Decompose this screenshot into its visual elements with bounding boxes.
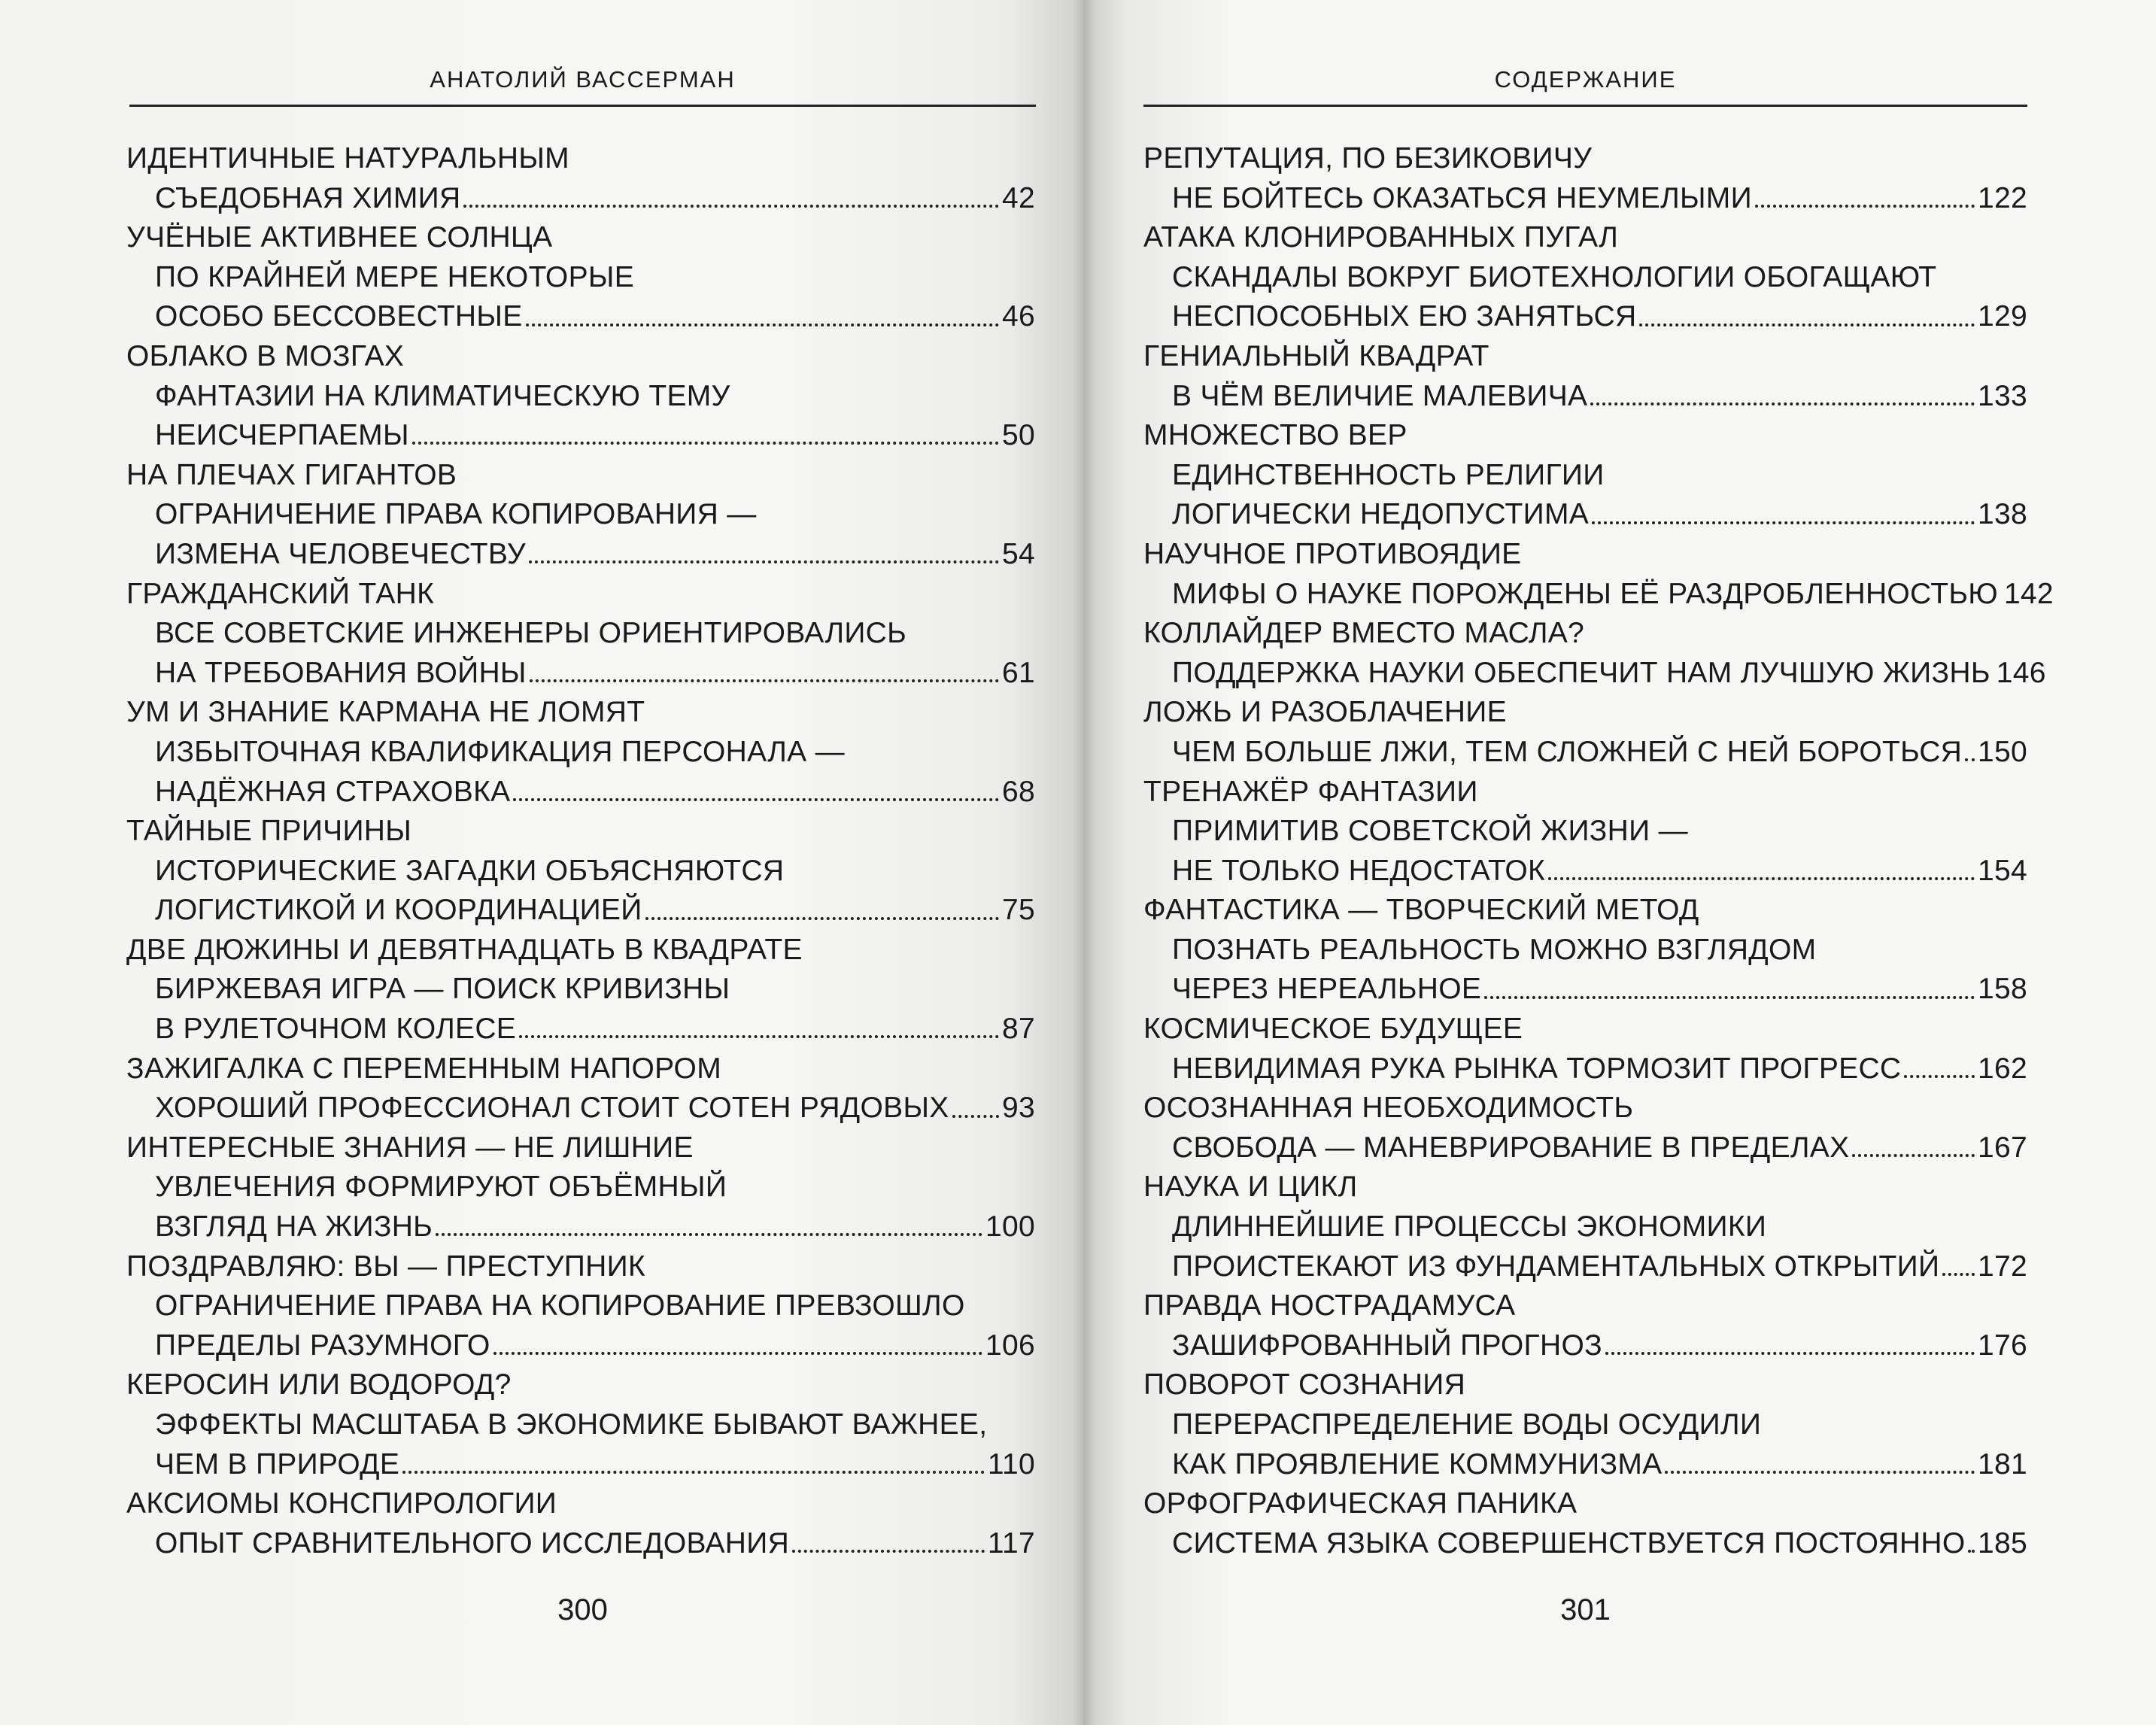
dot-leader: [493, 1352, 982, 1355]
toc-chapter-title: [126, 1049, 1035, 1089]
toc-entry-text: ПОВОРОТ СОЗНАНИЯ: [1143, 1368, 1466, 1402]
toc-chapter-title: [126, 812, 1035, 852]
toc-page-number: 106: [985, 1329, 1035, 1362]
dot-leader: [513, 798, 999, 801]
right-page: [1083, 0, 2156, 1725]
dot-leader: [1665, 1471, 1975, 1474]
toc-chapter-title: [1143, 139, 2027, 179]
toc-entry-text: ПРИМИТИВ СОВЕТСКОЙ ЖИЗНИ —: [1172, 815, 1688, 848]
toc-entry-text: КОЛЛАЙДЕР ВМЕСТО МАСЛА?: [1143, 617, 1585, 650]
toc-entry-text: ЗАЖИГАЛКА С ПЕРЕМЕННЫМ НАПОРОМ: [126, 1052, 721, 1085]
toc-chapter-title: [126, 139, 1035, 179]
toc-entry-text: ЗАШИФРОВАННЫЙ ПРОГНОЗ: [1172, 1329, 1602, 1362]
toc-chapter-title: [126, 337, 1035, 377]
dot-leader: [1965, 758, 1975, 761]
running-header-author: АНАТОЛИЙ ВАССЕРМАН: [430, 66, 736, 93]
toc-chapter-title: [1143, 1365, 2027, 1405]
toc-subtitle-line: [1143, 812, 2027, 852]
toc-entry-text: ТРЕНАЖЁР ФАНТАЗИИ: [1143, 775, 1478, 808]
toc-entry-with-page: [1143, 1326, 2027, 1366]
toc-entry-text: НАУЧНОЕ ПРОТИВОЯДИЕ: [1143, 537, 1522, 570]
toc-entry-text: ЛОГИСТИКОЙ И КООРДИНАЦИЕЙ: [155, 894, 642, 927]
dot-leader: [436, 1233, 982, 1236]
toc-subtitle-line: [126, 495, 1035, 535]
toc-chapter-title: [126, 1365, 1035, 1405]
toc-page-number: 110: [987, 1447, 1035, 1481]
toc-entry-text: НА ТРЕБОВАНИЯ ВОЙНЫ: [155, 656, 527, 689]
dot-leader: [402, 1471, 985, 1474]
toc-entry-text: КЕРОСИН ИЛИ ВОДОРОД?: [126, 1368, 512, 1402]
toc-entry-text: ДВЕ ДЮЖИНЫ И ДЕВЯТНАДЦАТЬ В КВАДРАТЕ: [126, 933, 803, 966]
toc-entry-with-page: [126, 1524, 1035, 1564]
toc-chapter-title: [1143, 1010, 2027, 1049]
toc-subtitle-line: [1143, 456, 2027, 496]
toc-entry-with-page: [126, 416, 1035, 456]
toc-page-number: 129: [1978, 300, 2027, 333]
toc-entry-text: ОГРАНИЧЕНИЕ ПРАВА КОПИРОВАНИЯ —: [155, 498, 757, 531]
toc-subtitle-line: [126, 614, 1035, 654]
dot-leader: [1639, 323, 1975, 326]
toc-entry-text: ЧЕМ БОЛЬШЕ ЛЖИ, ТЕМ СЛОЖНЕЙ С НЕЙ БОРОТЬСЯ: [1172, 735, 1963, 768]
toc-entry-text: ПРОИСТЕКАЮТ ИЗ ФУНДАМЕНТАЛЬНЫХ ОТКРЫТИЙ: [1172, 1250, 1940, 1283]
toc-entry-with-page: [1143, 575, 2054, 615]
toc-page-number: 54: [1002, 537, 1035, 570]
toc-chapter-title: [1143, 535, 2027, 575]
dot-leader: [1968, 1550, 1975, 1553]
toc-subtitle-line: [126, 1286, 1035, 1326]
dot-leader: [1590, 402, 1975, 405]
toc-page-number: 138: [1978, 498, 2027, 531]
toc-entry-text: ПОДДЕРЖКА НАУКИ ОБЕСПЕЧИТ НАМ ЛУЧШУЮ ЖИЗНЬ: [1172, 656, 1991, 689]
dot-leader: [526, 323, 999, 326]
toc-chapter-title: [1143, 773, 2027, 812]
toc-chapter-title: [1143, 614, 2027, 654]
toc-entry-text: ИСТОРИЧЕСКИЕ ЗАГАДКИ ОБЪЯСНЯЮТСЯ: [155, 854, 785, 887]
toc-chapter-title: [126, 931, 1035, 970]
toc-entry-text: ОБЛАКО В МОЗГАХ: [126, 339, 405, 372]
toc-page-number: 142: [2003, 577, 2054, 610]
toc-list-left: [126, 139, 1035, 1563]
toc-subtitle-line: [1143, 1207, 2027, 1247]
toc-entry-text: АКСИОМЫ КОНСПИРОЛОГИИ: [126, 1487, 557, 1520]
toc-entry-text: ИНТЕРЕСНЫЕ ЗНАНИЯ — НЕ ЛИШНИЕ: [126, 1131, 694, 1164]
toc-chapter-title: [126, 693, 1035, 733]
dot-leader: [463, 205, 999, 208]
toc-page-number: 162: [1978, 1052, 2027, 1085]
toc-entry-text: КАК ПРОЯВЛЕНИЕ КОММУНИЗМА: [1172, 1447, 1663, 1481]
dot-leader: [1904, 1075, 1975, 1078]
toc-subtitle-line: [126, 970, 1035, 1010]
toc-entry-text: ОСОБО БЕССОВЕСТНЫЕ: [155, 300, 523, 333]
toc-entry-text: ЛОЖЬ И РАЗОБЛАЧЕНИЕ: [1143, 696, 1507, 729]
toc-chapter-title: [1143, 1286, 2027, 1326]
toc-entry-with-page: [126, 179, 1035, 219]
toc-page-number: 117: [987, 1526, 1035, 1559]
toc-entry-with-page: [1143, 654, 2046, 694]
toc-page-number: 61: [1002, 656, 1035, 689]
toc-entry-text: ТАЙНЫЕ ПРИЧИНЫ: [126, 815, 412, 848]
toc-entry-with-page: [1143, 1128, 2027, 1168]
dot-leader: [792, 1550, 985, 1553]
page-number-right: 301: [1560, 1593, 1611, 1626]
header-rule: [1143, 105, 2027, 107]
toc-chapter-title: [1143, 1484, 2027, 1524]
toc-page-number: 172: [1978, 1250, 2027, 1283]
toc-entry-text: НЕ БОЙТЕСЬ ОКАЗАТЬСЯ НЕУМЕЛЫМИ: [1172, 181, 1752, 214]
toc-entry-text: ПОЗНАТЬ РЕАЛЬНОСТЬ МОЖНО ВЗГЛЯДОМ: [1172, 933, 1817, 966]
toc-entry-text: НАУКА И ЦИКЛ: [1143, 1171, 1358, 1204]
toc-entry-text: ЭФФЕКТЫ МАСШТАБА В ЭКОНОМИКЕ БЫВАЮТ ВАЖНЕЕ,: [155, 1408, 988, 1441]
toc-page-number: 46: [1002, 300, 1035, 333]
dot-leader: [519, 1035, 999, 1038]
toc-entry-text: УВЛЕЧЕНИЯ ФОРМИРУЮТ ОБЪЁМНЫЙ: [155, 1171, 727, 1204]
toc-chapter-title: [1143, 218, 2027, 258]
toc-subtitle-line: [126, 1405, 1035, 1445]
toc-entry-with-page: [1143, 495, 2027, 535]
toc-entry-text: СЪЕДОБНАЯ ХИМИЯ: [155, 181, 461, 214]
toc-page-number: 181: [1978, 1447, 2027, 1481]
dot-leader: [529, 560, 999, 563]
toc-entry-text: ХОРОШИЙ ПРОФЕССИОНАЛ СТОИТ СОТЕН РЯДОВЫХ: [155, 1092, 949, 1125]
toc-page-number: 122: [1978, 181, 2027, 214]
dot-leader: [1852, 1154, 1975, 1157]
toc-entry-text: РЕПУТАЦИЯ, ПО БЕЗИКОВИЧУ: [1143, 142, 1593, 175]
toc-entry-with-page: [1143, 1049, 2027, 1089]
toc-page-number: 167: [1978, 1131, 2027, 1164]
toc-entry-text: МНОЖЕСТВО ВЕР: [1143, 419, 1407, 452]
toc-entry-text: В РУЛЕТОЧНОМ КОЛЕСЕ: [155, 1013, 517, 1046]
toc-subtitle-line: [126, 377, 1035, 417]
toc-entry-with-page: [126, 1010, 1035, 1049]
toc-subtitle-line: [126, 852, 1035, 891]
toc-entry-text: ЕДИНСТВЕННОСТЬ РЕЛИГИИ: [1172, 458, 1605, 491]
dot-leader: [645, 917, 999, 920]
toc-page-number: 133: [1978, 379, 2027, 412]
toc-entry-text: УЧЁНЫЕ АКТИВНЕЕ СОЛНЦА: [126, 221, 553, 254]
toc-entry-text: АТАКА КЛОНИРОВАННЫХ ПУГАЛ: [1143, 221, 1619, 254]
toc-entry-text: БИРЖЕВАЯ ИГРА — ПОИСК КРИВИЗНЫ: [155, 973, 730, 1006]
toc-entry-text: ПРЕДЕЛЫ РАЗУМНОГО: [155, 1329, 490, 1362]
toc-page-number: 75: [1002, 894, 1035, 927]
toc-entry-text: СКАНДАЛЫ ВОКРУГ БИОТЕХНОЛОГИИ ОБОГАЩАЮТ: [1172, 260, 1937, 293]
toc-subtitle-line: [126, 1168, 1035, 1207]
toc-entry-with-page: [126, 297, 1035, 337]
toc-entry-with-page: [126, 1326, 1035, 1366]
toc-entry-text: ЛОГИЧЕСКИ НЕДОПУСТИМА: [1172, 498, 1590, 531]
toc-chapter-title: [126, 218, 1035, 258]
toc-page-number: 87: [1002, 1013, 1035, 1046]
toc-entry-text: ИЗБЫТОЧНАЯ КВАЛИФИКАЦИЯ ПЕРСОНАЛА —: [155, 735, 845, 768]
dot-leader: [952, 1115, 999, 1118]
toc-entry-text: ВЗГЛЯД НА ЖИЗНЬ: [155, 1210, 433, 1244]
toc-entry-text: ОСОЗНАННАЯ НЕОБХОДИМОСТЬ: [1143, 1092, 1634, 1125]
toc-chapter-title: [1143, 891, 2027, 931]
toc-chapter-title: [126, 575, 1035, 615]
dot-leader: [1605, 1352, 1975, 1355]
toc-page-number: 68: [1002, 775, 1035, 808]
toc-entry-text: ОПЫТ СРАВНИТЕЛЬНОГО ИССЛЕДОВАНИЯ: [155, 1526, 790, 1559]
toc-entry-with-page: [126, 654, 1035, 694]
toc-entry-text: В ЧЁМ ВЕЛИЧИЕ МАЛЕВИЧА: [1172, 379, 1588, 412]
toc-entry-text: НЕ ТОЛЬКО НЕДОСТАТОК: [1172, 854, 1546, 887]
toc-chapter-title: [126, 456, 1035, 496]
toc-entry-text: НЕИСЧЕРПАЕМЫ: [155, 419, 409, 452]
toc-entry-with-page: [1143, 1247, 2027, 1287]
toc-entry-with-page: [126, 773, 1035, 812]
toc-page-number: 150: [1978, 735, 2027, 768]
toc-entry-text: ПРАВДА НОСТРАДАМУСА: [1143, 1289, 1516, 1323]
toc-chapter-title: [1143, 1168, 2027, 1207]
toc-entry-with-page: [1143, 1445, 2027, 1485]
toc-page-number: 93: [1002, 1092, 1035, 1125]
toc-page-number: 158: [1978, 973, 2027, 1006]
toc-page-number: 154: [1978, 854, 2027, 887]
toc-entry-text: ИЗМЕНА ЧЕЛОВЕЧЕСТВУ: [155, 537, 526, 570]
toc-chapter-title: [126, 1484, 1035, 1524]
toc-entry-with-page: [1143, 970, 2027, 1010]
dot-leader: [412, 442, 999, 445]
toc-chapter-title: [126, 1128, 1035, 1168]
toc-entry-text: ФАНТАСТИКА — ТВОРЧЕСКИЙ МЕТОД: [1143, 894, 1699, 927]
toc-entry-with-page: [126, 891, 1035, 931]
toc-chapter-title: [1143, 1089, 2027, 1128]
toc-entry-with-page: [126, 1445, 1035, 1485]
dot-leader: [1548, 877, 1975, 880]
toc-page-number: 176: [1978, 1329, 2027, 1362]
toc-subtitle-line: [1143, 1405, 2027, 1445]
toc-page-number: 185: [1978, 1526, 2027, 1559]
toc-entry-text: ИДЕНТИЧНЫЕ НАТУРАЛЬНЫМ: [126, 142, 569, 175]
toc-entry-text: ПОЗДРАВЛЯЮ: ВЫ — ПРЕСТУПНИК: [126, 1250, 645, 1283]
toc-entry-text: НАДЁЖНАЯ СТРАХОВКА: [155, 775, 511, 808]
toc-entry-text: ОГРАНИЧЕНИЕ ПРАВА НА КОПИРОВАНИЕ ПРЕВЗОШЛО: [155, 1289, 965, 1323]
toc-entry-with-page: [126, 1089, 1035, 1128]
toc-entry-text: ПО КРАЙНЕЙ МЕРЕ НЕКОТОРЫЕ: [155, 260, 635, 293]
toc-entry-text: НЕСПОСОБНЫХ ЕЮ ЗАНЯТЬСЯ: [1172, 300, 1637, 333]
dot-leader: [1592, 521, 1975, 524]
toc-entry-text: СИСТЕМА ЯЗЫКА СОВЕРШЕНСТВУЕТСЯ ПОСТОЯННО: [1172, 1526, 1966, 1559]
toc-entry-text: ДЛИННЕЙШИЕ ПРОЦЕССЫ ЭКОНОМИКИ: [1172, 1210, 1767, 1244]
toc-entry-text: ГРАЖДАНСКИЙ ТАНК: [126, 577, 435, 610]
dot-leader: [1484, 996, 1975, 999]
toc-entry-with-page: [1143, 179, 2027, 219]
toc-entry-text: СВОБОДА — МАНЕВРИРОВАНИЕ В ПРЕДЕЛАХ: [1172, 1131, 1850, 1164]
toc-entry-with-page: [126, 1207, 1035, 1247]
toc-entry-text: УМ И ЗНАНИЕ КАРМАНА НЕ ЛОМЯТ: [126, 696, 645, 729]
toc-page-number: 42: [1002, 181, 1035, 214]
toc-entry-text: ВСЕ СОВЕТСКИЕ ИНЖЕНЕРЫ ОРИЕНТИРОВАЛИСЬ: [155, 617, 907, 650]
toc-chapter-title: [1143, 416, 2027, 456]
toc-page-number: 100: [985, 1210, 1035, 1244]
toc-entry-text: КОСМИЧЕСКОЕ БУДУЩЕЕ: [1143, 1013, 1523, 1046]
toc-entry-text: МИФЫ О НАУКЕ ПОРОЖДЕНЫ ЕЁ РАЗДРОБЛЕННОСТЬЮ: [1172, 577, 1998, 610]
toc-entry-text: ЧЕМ В ПРИРОДЕ: [155, 1447, 400, 1481]
toc-subtitle-line: [1143, 258, 2027, 298]
toc-page-number: 146: [1996, 656, 2046, 689]
toc-entry-text: ОРФОГРАФИЧЕСКАЯ ПАНИКА: [1143, 1487, 1578, 1520]
toc-subtitle-line: [126, 733, 1035, 773]
toc-entry-with-page: [1143, 377, 2027, 417]
toc-chapter-title: [1143, 693, 2027, 733]
toc-entry-with-page: [1143, 297, 2027, 337]
toc-entry-with-page: [1143, 1524, 2027, 1564]
dot-leader: [530, 679, 999, 682]
toc-entry-with-page: [1143, 733, 2027, 773]
toc-page-number: 50: [1002, 419, 1035, 452]
header-rule: [129, 105, 1036, 107]
dot-leader: [1755, 205, 1975, 208]
toc-chapter-title: [1143, 337, 2027, 377]
running-header-contents: СОДЕРЖАНИЕ: [1494, 66, 1677, 93]
toc-entry-text: ЧЕРЕЗ НЕРЕАЛЬНОЕ: [1172, 973, 1482, 1006]
page-number-left: 300: [557, 1593, 608, 1626]
toc-entry-text: ПЕРЕРАСПРЕДЕЛЕНИЕ ВОДЫ ОСУДИЛИ: [1172, 1408, 1762, 1441]
toc-entry-text: ГЕНИАЛЬНЫЙ КВАДРАТ: [1143, 339, 1489, 372]
toc-list-right: [1143, 139, 2054, 1563]
dot-leader: [1942, 1273, 1975, 1276]
toc-entry-text: НЕВИДИМАЯ РУКА РЫНКА ТОРМОЗИТ ПРОГРЕСС: [1172, 1052, 1902, 1085]
toc-entry-with-page: [1143, 852, 2027, 891]
toc-entry-text: ФАНТАЗИИ НА КЛИМАТИЧЕСКУЮ ТЕМУ: [155, 379, 730, 412]
toc-subtitle-line: [1143, 931, 2027, 970]
toc-entry-text: НА ПЛЕЧАХ ГИГАНТОВ: [126, 458, 457, 491]
toc-entry-with-page: [126, 535, 1035, 575]
book-gutter: [1073, 0, 1095, 1725]
toc-subtitle-line: [126, 258, 1035, 298]
toc-chapter-title: [126, 1247, 1035, 1287]
